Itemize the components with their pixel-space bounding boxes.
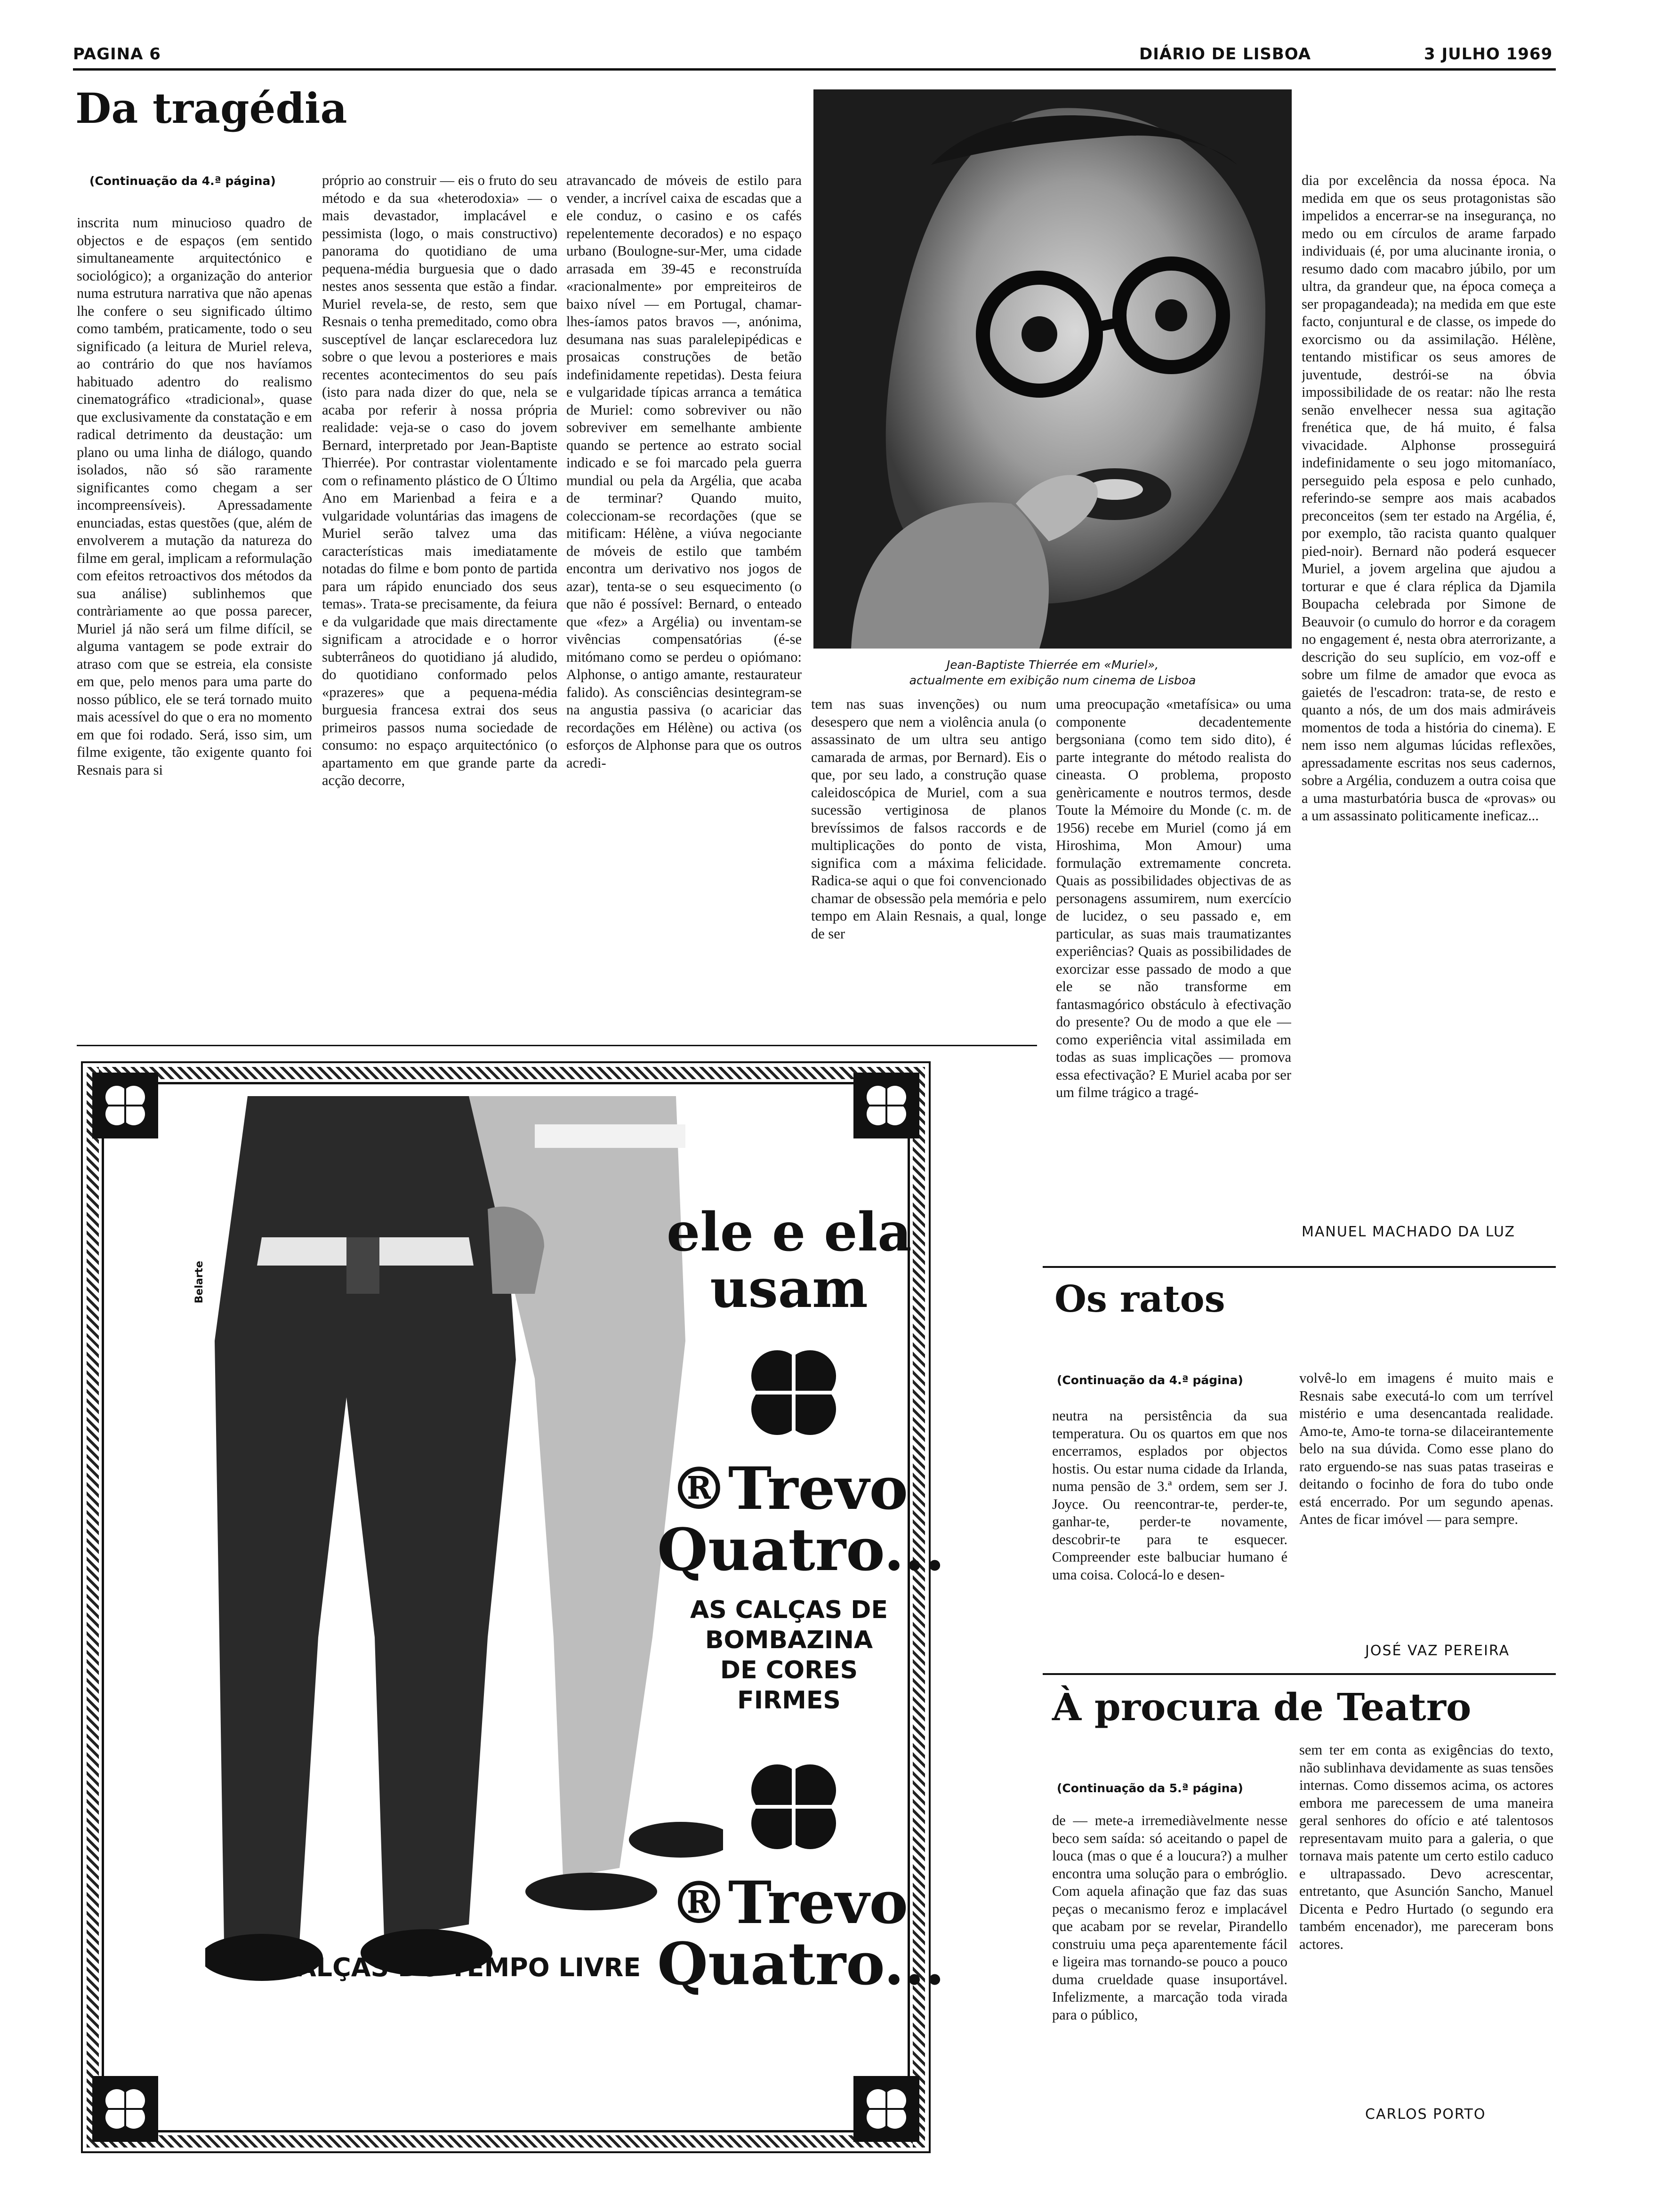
continuation-note: (Continuação da 4.ª página) <box>1057 1373 1243 1387</box>
page-number: PAGINA 6 <box>73 45 161 64</box>
ad-border-pattern <box>87 1067 925 1079</box>
clover-logo-icon <box>737 1336 850 1449</box>
masthead <box>73 45 1556 67</box>
portrait-illustration <box>813 89 1292 649</box>
film-still-photo <box>813 89 1292 649</box>
article-column: atravancado de móveis de estilo para vender, a incrível caixa de escadas que a ele conduz, o casino e os cafés repelentemente decorados) e no espaço urbano (Boulogne-sur-Mer, uma cidade arrasada em 39-45 e reconstruída «racionalmente» por empreiteiros de baixo nível — em Portugal, chamar-lhes-íamos patos bravos —, anónima, desumana nas suas paralelepipédicas e prosaicas construções de betão indefinidamente repetidas). Desta feiura e vulgaridade típicas arranca a temática de Muriel: como sobreviver ou não sobreviver em semelhante ambiente quando se pertence ao estrato social indicado e se foi marcado pela guerra mundial ou pela da Argélia, que acaba de terminar? Quando muito, coleccionam-se recordações (que se mitificam: Hélène, a viúva negociante de móveis de estilo que também encontra um derivativo nos jogos de azar), tenta-se o seu esquecimento (o que não é possível: Bernard, o enteado que «fez» a Argélia) ou inventam-se vivências compensatórias (é-se mitómano como se perdeu o opiómano: Alphonse, o antigo amante, restaurateur falido). As consciências desintegram-se na angustia passiva (o acariciar das recordações em Hélène) ou activa (os esforços de Alphonse para que os outros acredi- <box>566 172 802 771</box>
section-rule <box>1043 1673 1556 1675</box>
clover-corner-icon <box>92 2076 158 2142</box>
article-headline: Da tragédia <box>75 84 347 133</box>
clover-logo-icon <box>737 1750 850 1863</box>
article-column: volvê-lo em imagens é muito mais e Resnais sabe executá-lo com um terrível mistério e uma desencantada realidade. Amo-te, Amo-te torna-se dilaceirantemente belo na sua dúvida. Como esse plano do rato erguendo-se nas suas patas traseiras e deitando o focinho de fora do tubo onde está encerrado. Por um segundo apenas. Antes de ficar imóvel — para sempre. <box>1299 1370 1553 1527</box>
ad-agency-credit: Belarte <box>193 1261 205 1304</box>
clover-corner-icon <box>853 2076 919 2142</box>
ad-claim: AS CALÇAS DE BOMBAZINA DE CORES FIRMES <box>690 1596 888 1715</box>
newspaper-name: DIÁRIO DE LISBOA <box>1139 45 1311 64</box>
trousers-illustration <box>205 1096 723 2028</box>
clover-corner-icon <box>853 1073 919 1138</box>
article-column: sem ter em conta as exigências do texto, não sublinhava devidamente as suas tensões internas. Como dissemos acima, os actores embora me parecessem de uma maneira geral senhores do ofício e até talentosos representavam muito para a galeria, o que tornava mais patente um certo estilo caduco e ultrapassado. Devo acrescentar, entretanto, que Asunción Sancho, Manuel Dicenta e Pedro Hurtado (o segundo era também encenador), me pareceram bons actores. <box>1299 1742 1553 1952</box>
author-byline: JOSÉ VAZ PEREIRA <box>1365 1643 1510 1659</box>
ad-slogan: ele e ela usam <box>667 1202 912 1320</box>
article-column: dia por excelência da nossa época. Na medida em que os seus protagonistas são impelidos a encerrar-se na insegurança, no medo ou em círculos de arame farpado individuais (é, por uma alucinante ironia, o resumo dado com macabro júbilo, por um ultra, da grandeur que, na época começa a ser propagandeada); na medida em que este facto, conjuntural e de classe, os impede do exorcismo ou da assimilação. Hélène, tentando mistificar os seus amores de juventude, destrói-se na óbvia impossibilidade de os reatar: não lhe resta senão envelhecer nessa sua agitação frenética que, de há muito, é falsa vivacidade. Alphonse prosseguirá indefinidamente o seu jogo mitomaníaco, perseguido pela esposa e pelo cunhado, referindo-se sempre aos mais acabados preconceitos (sem ter estado na Argélia, é, por exemplo, tão racista quanto qualquer pied-noir). Bernard não poderá esquecer Muriel, a jovem argelina que ajudou a torturar e que é clara réplica da Djamila Boupacha celebrada por Simone de Beauvoir (o cumulo do horror e da coragem no engagement é, nesta obra aterrorizante, a descrição do seu suplício, em voz-off e sobre um filme de amador que evoca as gaietés de l'escadron: trata-se, de resto e quanto a nós, de um dos mais admiráveis momentos de toda a história do cinema). E nem isso nem algumas lúcidas reflexões, apressadamente escritas nos seus cadernos, sobre a Argélia, conduzem a outra coisa que a uma masturbatória busca de «provas» ou a um assassinato politicamente ineficaz... <box>1302 172 1556 824</box>
photo-caption: Jean-Baptiste Thierrée em «Muriel», actualmente em exibição num cinema de Lisboa <box>909 658 1196 687</box>
article-column: tem nas suas invenções) ou num desespero que nem a violência anula (o assassinato de um ultra seu antigo camarada de armas, por Bernard). Eis o que, por seu lado, a construção quase caleidoscópica de Muriel, com a sua sucessão vertiginosa de planos brevíssimos de falsos raccords e de multiplicações do ponto de vista, significa com a máxima felicidade. Radica-se aqui o que foi convencionado chamar de obsessão pela memória e pelo tempo em Alain Resnais, a qual, longe de ser <box>811 696 1046 942</box>
article-column: próprio ao construir — eis o fruto do seu método e da sua «heterodoxia» — o mais devastador, implacável e pessimista (logo, o mais constructivo) panorama do quotidiano de uma pequena-média burguesia que o dado nestes anos sessenta que estão a findar. Muriel revela-se, de resto, sem que Resnais o tenha premeditado, como obra susceptível de lançar esclarecedora luz sobre o que levou a posteriores e mais recentes acontecimentos do seu país (isto para nada dizer do que, nela se acaba por referir à nossa própria realidade: veja-se o caso do jovem Bernard, interpretado por Jean-Baptiste Thierrée). Por contrastar violentamente com o refinamento plástico de O Último Ano em Marienbad a feira e a vulgaridade voluntárias das imagens de Muriel serão talvez uma das características mais imediatamente notadas do filme e bom ponto de partida para um rápido enunciado dos seus temas». Trata-se precisamente, da feiura e da vulgaridade que mais directamente significam a atrocidade e o horror subterrâneos do quotidiano já aludido, do quotidiano conformado pelos «prazeres» que a pequena-média burguesia francesa extrai dos seus primeiros passos numa sociedade de consumo: no espaço arquitectónico (o apartamento em que grande parte da acção decorre, <box>322 172 557 788</box>
continuation-note: (Continuação da 5.ª página) <box>1057 1781 1243 1795</box>
masthead-rule <box>73 68 1556 71</box>
article-column: inscrita num minucioso quadro de objectos e de espaços (em sentido simultaneamente arquitectónico e sociológico); a organização do anterior numa estrutura narrativa que não apenas lhe confere o seu significado último como também, praticamente, todo o seu significado (a leitura de Muriel releva, ao contrário do que nos havíamos habituado adentro do realismo cinematográfico «tradicional», quase que exclusivamente da constatação e em radical detrimento da deustação: um plano ou uma linha de diálogo, quando isolados, não só são raramente significantes como chegam a ser incompreensíveis). Apressadamente enunciadas, estas questões (que, além de envolverem a mutação da natureza do filme em geral, implicam a reformulação com efeitos retroactivos dos métodos da sua análise) sublinhemos que contràriamente ao que possa parecer, Muriel já não será um filme difícil, se alguma vantagem se pode extrair do atraso com que se estreia, ela consiste em que, pelo menos para uma parte do nosso público, ele se terá tornado muito mais acessível do que o era no momento em que foi rodado. Será, isso sim, um filme exigente, tão exigente quanto foi Resnais para si <box>77 215 312 778</box>
article-column: neutra na persistência da sua temperatura. Ou os quartos em que nos encerramos, esplados por objectos hostis. Ou estar numa cidade da Irlanda, numa pensão de 3.ª ordem, sem ser J. Joyce. Ou reencontrar-te, perder-te, ganhar-te, perder-te novamente, descobrir-te para te esquecer. Compreender este balbuciar humano é uma coisa. Colocá-lo e desen- <box>1052 1408 1287 1583</box>
ad-border-pattern <box>87 2135 925 2148</box>
article-headline: Os ratos <box>1054 1278 1225 1321</box>
ad-footer: AS CALÇAS DO TEMPO LIVRE <box>231 1953 641 1982</box>
issue-date: 3 JULHO 1969 <box>1424 45 1553 64</box>
brand-name: ®Trevo Quatro... <box>657 1455 945 1584</box>
section-rule <box>77 1045 1037 1046</box>
advertisement <box>81 1061 945 2153</box>
clover-corner-icon <box>92 1073 158 1138</box>
article-column: de — mete-a irremediàvelmente nesse beco sem saída: só aceitando o papel de louca (mas o que é a loucura?) a mulher encontra uma solução para o embróglio. Com aquela afinação que faz das suas peças o mecanismo feroz e implacável que acabam por se revelar, Pirandello construiu uma peça aparentemente fácil e ligeira mas tornando-se pouco a pouco duma crueldade quase insuportável. Infelizmente, a marcação toda virada para o público, <box>1052 1812 1287 2023</box>
author-byline: MANUEL MACHADO DA LUZ <box>1302 1224 1516 1240</box>
section-rule <box>1043 1266 1556 1268</box>
continuation-note: (Continuação da 4.ª página) <box>89 174 276 188</box>
article-column: uma preocupação «metafísica» ou uma componente decadentemente bergsoniana (como tem sido dito), é parte integrante do método realista do cineasta. O problema, proposto genèricamente e noutros termos, desde Toute la Mémoire du Monde (c. m. de 1956) recebe em Muriel (como já em Hiroshima, Mon Amour) uma formulação extremamente concreta. Quais as possibilidades objectivas de as personagens assumirem, num exercício de lucidez, o seu passado e, em particular, as suas mais traumatizantes experiências? Quais as possibilidades de exorcizar esse passado de modo a que ele se não transforme em fantasmagórico obstáculo à efectivação do presente? Ou de modo a que ele — como experiência vital assimilada em todas as suas implicações — promova essa efectivação? E Muriel acaba por ser um filme trágico a tragé- <box>1056 696 1291 1100</box>
brand-name: ®Trevo Quatro... <box>657 1869 945 1998</box>
author-byline: CARLOS PORTO <box>1365 2106 1486 2123</box>
ad-border-pattern <box>87 1067 99 2148</box>
article-headline: À procura de Teatro <box>1052 1685 1472 1729</box>
